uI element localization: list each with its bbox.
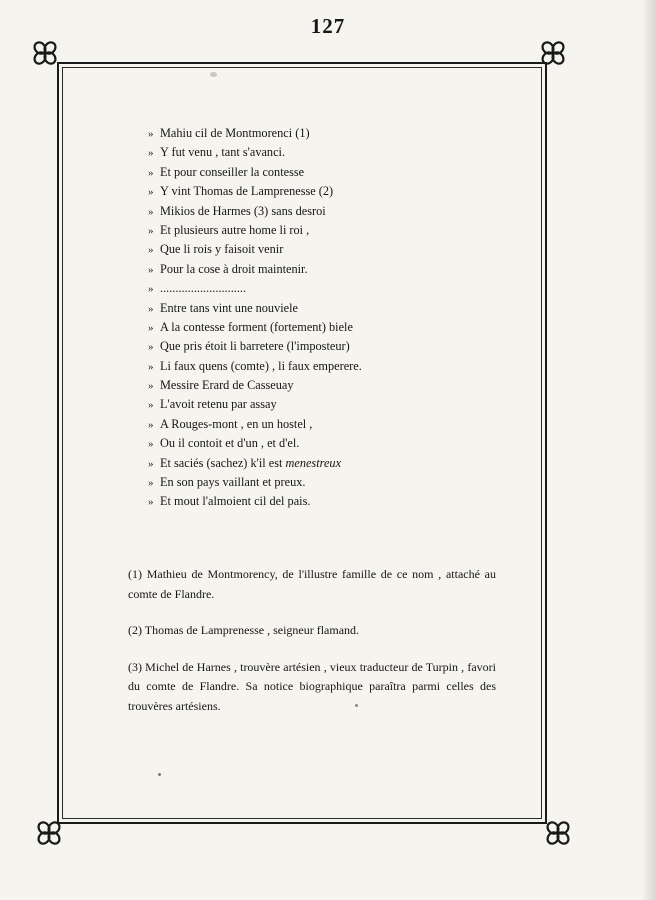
- verse-text: Entre tans vint une nouviele: [160, 300, 298, 315]
- quote-mark: »: [148, 186, 154, 199]
- verse-text: Et mout l'almoient cil del pais.: [160, 494, 311, 509]
- page-edge-shadow: [642, 0, 656, 900]
- verse-line: [148, 240, 508, 259]
- verse-text: Mikios de Harmes (3) sans desroi: [160, 203, 326, 218]
- verse-block: [148, 124, 508, 512]
- quote-mark: »: [148, 302, 154, 315]
- page-number: 127: [310, 14, 346, 38]
- quote-mark: »: [148, 166, 154, 179]
- quote-mark: »: [148, 477, 154, 490]
- footnotes: [128, 565, 496, 733]
- quote-mark: »: [148, 360, 154, 373]
- ink-speck: [210, 72, 217, 77]
- verse-text: A la contesse forment (fortement) biele: [160, 319, 353, 334]
- verse-text: Pour la cose à droit maintenir.: [160, 261, 308, 276]
- quote-mark: »: [148, 418, 154, 431]
- quote-mark: »: [148, 341, 154, 354]
- verse-text: Et plusieurs autre home li roi ,: [160, 222, 310, 237]
- verse-line: [148, 182, 508, 201]
- quote-mark: »: [148, 263, 154, 276]
- verse-text: Li faux quens (comte) , li faux emperere.: [160, 358, 362, 373]
- ink-speck: [158, 773, 161, 776]
- verse-line: [148, 124, 508, 143]
- quote-mark: »: [148, 205, 154, 218]
- verse-text: Messire Erard de Casseuay: [160, 378, 294, 393]
- verse-line: [148, 202, 508, 221]
- corner-ornament-icon: [545, 820, 571, 846]
- quote-mark: »: [148, 147, 154, 160]
- corner-ornament-icon: [32, 40, 58, 66]
- verse-line: [148, 221, 508, 240]
- verse-line: [148, 318, 508, 337]
- verse-italic-word: menestreux: [285, 455, 342, 470]
- verse-line: [148, 163, 508, 182]
- verse-line: [148, 279, 508, 298]
- quote-mark: »: [148, 399, 154, 412]
- quote-mark: »: [148, 438, 154, 451]
- verse-text: Et pour conseiller la contesse: [160, 164, 305, 179]
- footnote-3: (3) Michel de Harnes , trouvère artésien , vieux traducteur de Turpin , favori du comte de Flandre. Sa notice biographique paraîtra parmi celles des trouvères artésiens.: [128, 659, 496, 713]
- verse-line: [148, 299, 508, 318]
- quote-mark: »: [148, 283, 154, 296]
- quote-mark: »: [148, 224, 154, 237]
- footnote-1: (1) Mathieu de Montmorency, de l'illustre famille de ce nom , attaché au comte de Flandre.: [128, 567, 496, 601]
- verse-line: [148, 415, 508, 434]
- verse-line: [148, 357, 508, 376]
- corner-ornament-icon: [540, 40, 566, 66]
- verse-line: [148, 434, 508, 453]
- quote-mark: »: [148, 457, 154, 470]
- verse-text: Et saciés (sachez) k'il est: [160, 455, 283, 470]
- verse-line: [148, 395, 508, 414]
- verse-line: [148, 260, 508, 279]
- verse-line: [148, 143, 508, 162]
- verse-line: [148, 337, 508, 356]
- verse-text: Y fut venu , tant s'avanci.: [160, 145, 286, 160]
- footnote-2: (2) Thomas de Lamprenesse , seigneur flamand.: [128, 623, 360, 637]
- verse-text: L'avoit retenu par assay: [160, 397, 277, 412]
- verse-line: [148, 492, 508, 511]
- verse-text: A Rouges-mont , en un hostel ,: [160, 416, 313, 431]
- ink-speck: [355, 704, 358, 707]
- quote-mark: »: [148, 128, 154, 140]
- quote-mark: »: [148, 380, 154, 393]
- quote-mark: »: [148, 496, 154, 509]
- verse-text: Mahiu cil de Montmorenci (1): [160, 126, 310, 140]
- quote-mark: »: [148, 244, 154, 257]
- verse-text: En son pays vaillant et preux.: [160, 475, 306, 490]
- quote-mark: »: [148, 321, 154, 334]
- verse-line: [148, 376, 508, 395]
- verse-text: Que li rois y faisoit venir: [160, 242, 284, 257]
- verse-text: ............................: [160, 281, 247, 296]
- verse-text: Que pris étoit li barretere (l'imposteur): [160, 339, 350, 354]
- corner-ornament-icon: [36, 820, 62, 846]
- verse-line: [148, 473, 508, 492]
- verse-text: Y vint Thomas de Lamprenesse (2): [160, 184, 334, 199]
- verse-line: [148, 454, 508, 473]
- verse-text: Ou il contoit et d'un , et d'el.: [160, 436, 300, 451]
